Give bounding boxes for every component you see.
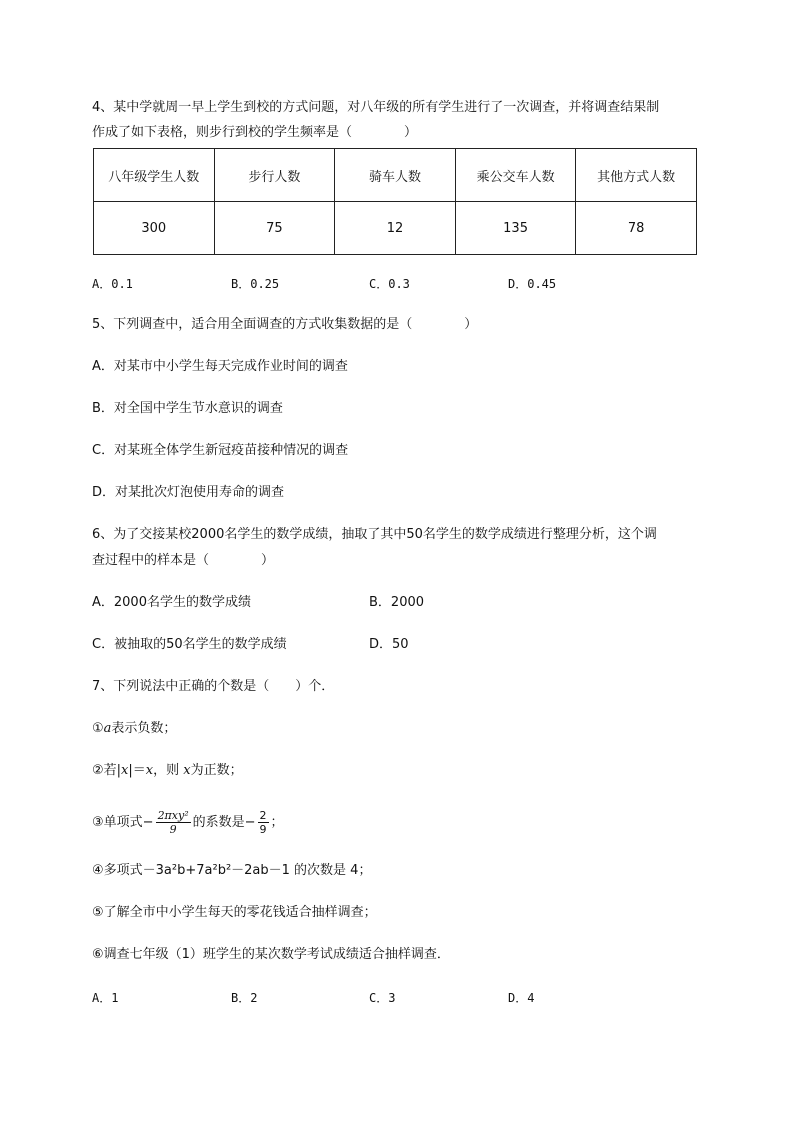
q5-option-b[interactable]: B．对全国中学生节水意识的调查 — [92, 401, 283, 416]
table-header-cell: 八年级学生人数 — [94, 149, 215, 202]
fraction-numerator: 2 — [259, 809, 267, 822]
statement-text: 的系数是− — [192, 815, 256, 830]
q7-statement-1 — [92, 720, 176, 738]
q7-statement-5: ⑤了解全市中小学生每天的零花钱适合抽样调查； — [92, 905, 377, 920]
q4-option-d[interactable]: D．0.45 — [508, 277, 557, 291]
table-header-cell: 乘公交车人数 — [455, 149, 576, 202]
fraction-denominator: 9 — [169, 823, 177, 836]
q7-statement-3 — [92, 806, 284, 840]
statement-text: 为正数； — [190, 763, 243, 778]
q5-stem: 5、下列调查中，适合用全面调查的方式收集数据的是（ ） — [92, 317, 478, 332]
q4-option-c[interactable]: C．0.3 — [369, 277, 410, 291]
q6-option-d[interactable]: D．50 — [369, 637, 409, 652]
fraction — [258, 809, 269, 836]
q5-option-a[interactable]: A．对某市中小学生每天完成作业时间的调查 — [92, 359, 348, 374]
q7-statement-4: ④多项式－3a²b+7a²b²－2ab－1 的次数是 4； — [92, 863, 372, 878]
q5-option-d[interactable]: D．对某批次灯泡使用寿命的调查 — [92, 485, 285, 500]
q7-statement-2 — [92, 762, 243, 780]
math-variable: a — [103, 721, 112, 736]
q7-option-c[interactable]: C．3 — [369, 991, 396, 1005]
q7-statement-6: ⑥调查七年级（1）班学生的某次数学考试成绩适合抽样调查． — [92, 947, 450, 962]
math-variable: x — [183, 763, 191, 778]
table-header-cell: 其他方式人数 — [576, 149, 697, 202]
fraction — [156, 809, 191, 836]
math-variable: x — [145, 763, 154, 778]
math-variable: x — [121, 763, 129, 778]
table-cell: 12 — [335, 202, 456, 255]
table-row — [94, 202, 697, 255]
q7-option-d[interactable]: D．4 — [508, 991, 535, 1005]
q4-option-b[interactable]: B．0.25 — [231, 277, 280, 291]
table-cell: 135 — [455, 202, 576, 255]
q6-stem-line1: 6、为了交接某校2000名学生的数学成绩，抽取了其中50名学生的数学成绩进行整理分析，这个调 — [92, 527, 657, 542]
q7-stem: 7、下列说法中正确的个数是（ ）个． — [92, 679, 335, 694]
statement-prefix: ②若| — [92, 763, 122, 778]
statement-text: 表示负数； — [111, 721, 177, 736]
statement-text: ； — [270, 815, 284, 830]
table-header-cell: 骑车人数 — [335, 149, 456, 202]
fraction-numerator: 2πxy² — [157, 809, 189, 822]
statement-text: |＝ — [128, 763, 146, 778]
q6-option-b[interactable]: B．2000 — [369, 595, 425, 610]
table-cell: 300 — [94, 202, 215, 255]
q5-option-c[interactable]: C．对某班全体学生新冠疫苗接种情况的调查 — [92, 443, 349, 458]
statement-text: ，则 — [153, 763, 184, 778]
q6-stem-line2: 查过程中的样本是（ ） — [92, 553, 275, 568]
table-header-cell: 步行人数 — [214, 149, 335, 202]
q7-option-a[interactable]: A．1 — [92, 991, 119, 1005]
statement-prefix: ③单项式− — [92, 815, 154, 830]
q6-option-c[interactable]: C．被抽取的50名学生的数学成绩 — [92, 637, 287, 652]
q6-option-a[interactable]: A．2000名学生的数学成绩 — [92, 595, 251, 610]
q4-table — [93, 148, 697, 255]
table-header-row — [94, 149, 697, 202]
q4-stem-line2: 作成了如下表格，则步行到校的学生频率是（ ） — [92, 125, 418, 140]
fraction-denominator: 9 — [259, 823, 267, 836]
q7-option-b[interactable]: B．2 — [231, 991, 258, 1005]
table-cell: 78 — [576, 202, 697, 255]
statement-prefix: ① — [92, 721, 104, 736]
q4-stem-line1: 4、某中学就周一早上学生到校的方式问题，对八年级的所有学生进行了一次调查，并将调查结果制 — [92, 100, 660, 115]
q4-option-a[interactable]: A．0.1 — [92, 277, 133, 291]
table-cell: 75 — [214, 202, 335, 255]
